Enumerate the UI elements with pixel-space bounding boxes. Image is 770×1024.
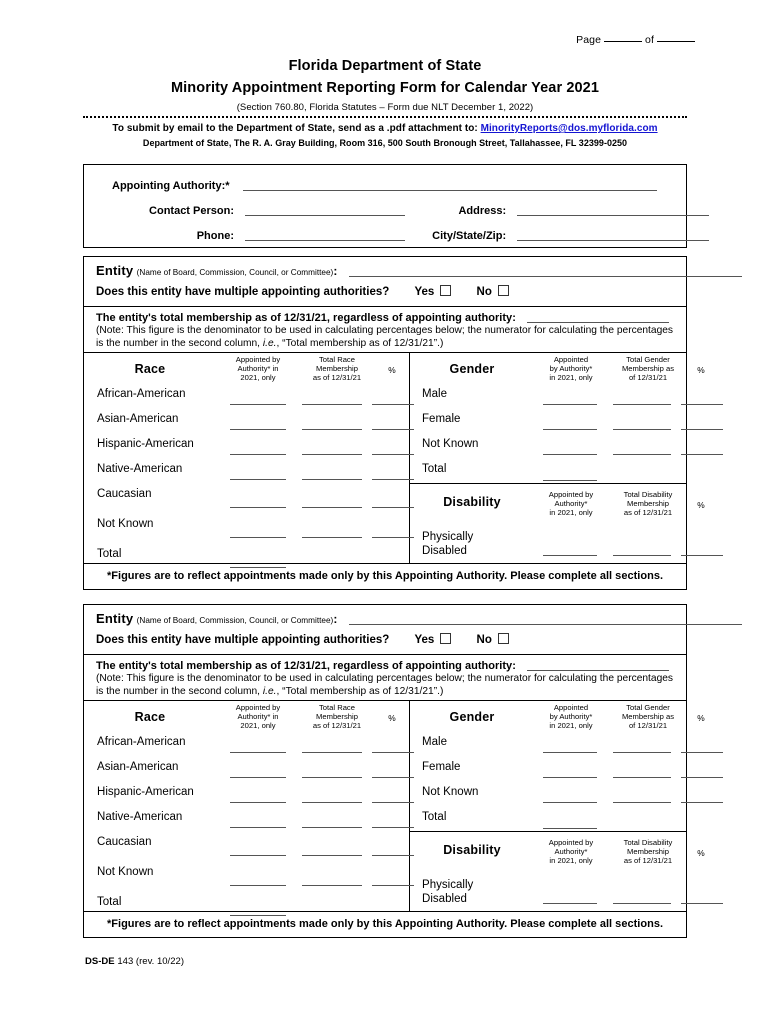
table-row xyxy=(84,487,409,517)
form-id-revision: 143 (rev. 10/22) xyxy=(114,956,185,967)
gender-row-2-col3-input[interactable] xyxy=(681,454,723,455)
gender-row-1-col1-input[interactable] xyxy=(543,429,597,430)
race-row-label: Total xyxy=(97,548,122,560)
race-row-4-col2-input[interactable] xyxy=(302,507,362,508)
appointing-authority-box xyxy=(83,164,687,248)
entity-block-2 xyxy=(83,604,705,938)
total-membership-note-2 xyxy=(84,655,686,701)
table-row xyxy=(84,462,409,487)
gender2-row-1-col1-input[interactable] xyxy=(543,777,597,778)
race-row-4-col3-input[interactable] xyxy=(372,507,414,508)
entity-colon: : xyxy=(333,612,338,626)
race-row-3-col2-input[interactable] xyxy=(302,479,362,480)
total-membership-row-1 xyxy=(96,311,676,324)
race-heading: Race xyxy=(134,362,166,376)
contact-person-input[interactable] xyxy=(245,204,405,216)
gender2-row-1-col3-input[interactable] xyxy=(681,777,723,778)
gender-col1-header xyxy=(533,355,609,383)
table-row xyxy=(84,735,409,760)
gender-total-col1-input[interactable] xyxy=(543,480,597,481)
gender-col2-header xyxy=(607,355,689,383)
disability-row-label-line2: Disabled xyxy=(422,544,467,557)
form-id-prefix: DS-DE xyxy=(85,956,115,967)
race-col3-header: % xyxy=(388,365,396,375)
dotted-divider xyxy=(83,116,687,118)
race2-row-2-col3-input[interactable] xyxy=(372,802,414,803)
race-col1-line3: 2021, only xyxy=(240,721,276,731)
note-text-part1: (Note: This figure is the denominator to be used in calculating percentages below; the numerator for calculating the percentages is the number in the second column, xyxy=(96,325,674,349)
gender-row-label: Female xyxy=(422,413,461,425)
race-row-0-col1-input[interactable] xyxy=(230,404,286,405)
race-col1-line2: Authority* in xyxy=(237,364,279,374)
no-checkbox-2[interactable] xyxy=(498,633,509,644)
entity-description-label: (Name of Board, Commission, Council, or Committee) xyxy=(136,268,334,277)
race-row-label: Native-American xyxy=(97,463,183,475)
note-ie: i.e. xyxy=(262,685,277,697)
no-label: No xyxy=(476,286,492,298)
gender-col1-line1: Appointed xyxy=(553,355,589,364)
note-text-part2: , “Total membership as of 12/31/21”.) xyxy=(276,337,444,349)
gender-col2-line3: of 12/31/21 xyxy=(628,721,668,731)
table-row xyxy=(84,785,409,810)
race2-row-1-col3-input[interactable] xyxy=(372,777,414,778)
race-row-1-col1-input[interactable] xyxy=(230,429,286,430)
table-row xyxy=(409,785,686,810)
entity-word-label: Entity xyxy=(96,263,134,278)
race-row-2-col2-input[interactable] xyxy=(302,454,362,455)
race-col2-line3: as of 12/31/21 xyxy=(312,721,362,731)
disability2-row-col3-input[interactable] xyxy=(681,903,723,904)
table-row xyxy=(409,462,686,483)
race2-row-5-col2-input[interactable] xyxy=(302,885,362,886)
city-state-zip-input[interactable] xyxy=(517,229,709,241)
gender-col1-line2: by Authority* xyxy=(549,712,593,722)
disability-heading: Disability xyxy=(443,495,501,509)
multiple-authorities-row-2 xyxy=(96,633,509,646)
phone-input[interactable] xyxy=(245,229,405,241)
race-row-label: Caucasian xyxy=(97,488,152,500)
race2-row-0-col3-input[interactable] xyxy=(372,752,414,753)
gender-row-label: Male xyxy=(422,736,448,748)
yes-label: Yes xyxy=(414,634,435,646)
race-row-1-col2-input[interactable] xyxy=(302,429,362,430)
disability-row-label-line2: Disabled xyxy=(422,892,467,905)
race-row-5-col2-input[interactable] xyxy=(302,537,362,538)
table-row xyxy=(84,437,409,462)
race-row-label: Caucasian xyxy=(97,836,152,848)
race-row-3-col3-input[interactable] xyxy=(372,479,414,480)
gender-row-1-col2-input[interactable] xyxy=(613,429,671,430)
entity-name-row-2 xyxy=(96,611,676,626)
disability-col2-line2: Membership xyxy=(627,499,669,509)
gender-disability-column-2 xyxy=(409,701,705,911)
denominator-note-1 xyxy=(96,325,676,350)
page-title: Florida Department of State xyxy=(288,58,482,74)
submit-instruction-text: To submit by email to the Department of State, send as a .pdf attachment to: xyxy=(112,123,478,134)
race2-row-3-col2-input[interactable] xyxy=(302,827,362,828)
no-option-1[interactable] xyxy=(477,285,509,298)
entity-word-label: Entity xyxy=(96,611,134,626)
gender-row-2-col1-input[interactable] xyxy=(543,454,597,455)
total-membership-input-2[interactable] xyxy=(527,659,669,671)
disability-col1-header xyxy=(533,838,609,866)
race-row-4-col1-input[interactable] xyxy=(230,507,286,508)
race-col2-line1: Total Race xyxy=(319,703,355,712)
disability-col3-header: % xyxy=(697,848,705,858)
page-number-blank[interactable] xyxy=(604,41,642,42)
disability-col2-line1: Total Disability xyxy=(623,490,673,499)
email-link[interactable]: MinorityReports@dos.myflorida.com xyxy=(480,123,658,134)
race-heading: Race xyxy=(134,710,166,724)
gender2-row-0-col1-input[interactable] xyxy=(543,752,597,753)
table-row xyxy=(409,760,686,785)
entity-colon: : xyxy=(333,264,338,278)
total-membership-row-2 xyxy=(96,659,676,672)
total-membership-label: The entity's total membership as of 12/31/21, regardless of appointing authority: xyxy=(96,312,516,324)
yes-checkbox-1[interactable] xyxy=(440,285,451,296)
total-membership-input-1[interactable] xyxy=(527,311,669,323)
submit-instructions xyxy=(83,123,687,134)
disability-col1-line3: in 2021, only xyxy=(549,508,593,518)
appointing-authority-row xyxy=(112,179,657,192)
race2-row-4-col3-input[interactable] xyxy=(372,855,414,856)
yes-checkbox-2[interactable] xyxy=(440,633,451,644)
race-col2-line1: Total Race xyxy=(319,355,355,364)
table-row xyxy=(84,760,409,785)
race2-row-5-col1-input[interactable] xyxy=(230,885,286,886)
gender-row-label: Total xyxy=(422,463,447,475)
gender-row-label: Not Known xyxy=(422,786,479,798)
race-row-label: African-American xyxy=(97,736,186,748)
disability-col1-line2: Authority* xyxy=(554,499,588,509)
table-row xyxy=(409,387,686,412)
race2-row-4-col2-input[interactable] xyxy=(302,855,362,856)
disability-row-col2-input[interactable] xyxy=(613,555,671,556)
race-col3-header: % xyxy=(388,713,396,723)
table-row xyxy=(84,810,409,835)
gender-row-0-col3-input[interactable] xyxy=(681,404,723,405)
entity-name-input-1[interactable] xyxy=(349,265,742,277)
race-row-0-col2-input[interactable] xyxy=(302,404,362,405)
address-label: Address: xyxy=(458,205,507,217)
gender2-row-1-col2-input[interactable] xyxy=(613,777,671,778)
appointing-authority-label: Appointing Authority:* xyxy=(112,180,230,192)
gender-heading: Gender xyxy=(449,362,495,376)
form-identifier xyxy=(85,956,184,967)
statute-reference: (Section 760.80, Florida Statutes – Form due NLT December 1, 2022) xyxy=(236,102,534,113)
tables-area-1 xyxy=(84,353,705,563)
denominator-note-2 xyxy=(96,673,676,698)
phone-label: Phone: xyxy=(196,230,234,242)
department-address: Department of State, The R. A. Gray Building, Room 316, 500 South Bronough Street, Tallahassee, FL 32399-0250 xyxy=(142,138,628,148)
race-row-2-col1-input[interactable] xyxy=(230,454,286,455)
race2-row-4-col1-input[interactable] xyxy=(230,855,286,856)
gender2-row-2-col2-input[interactable] xyxy=(613,802,671,803)
gender-col2-line1: Total Gender xyxy=(626,703,670,712)
page-of-label: of xyxy=(645,34,654,46)
gender-col1-line3: in 2021, only xyxy=(549,373,593,383)
entity-name-input-2[interactable] xyxy=(349,613,742,625)
race-table-header-2 xyxy=(84,701,409,735)
disability-row-label xyxy=(422,879,473,906)
gender-col3-header: % xyxy=(697,713,705,723)
gender-col1-line1: Appointed xyxy=(553,703,589,712)
entity-header-2 xyxy=(84,605,686,655)
table-row xyxy=(409,437,686,462)
race-row-3-col1-input[interactable] xyxy=(230,479,286,480)
gender-row-label: Total xyxy=(422,811,447,823)
gender-row-label: Male xyxy=(422,388,448,400)
race-row-label: Not Known xyxy=(97,518,154,530)
gender-disability-column-1 xyxy=(409,353,705,563)
race-row-0-col3-input[interactable] xyxy=(372,404,414,405)
page-subtitle-title: Minority Appointment Reporting Form for Calendar Year 2021 xyxy=(171,80,599,96)
disability-col2-header xyxy=(607,838,689,866)
no-checkbox-1[interactable] xyxy=(498,285,509,296)
gender-heading: Gender xyxy=(449,710,495,724)
gender-col3-header: % xyxy=(697,365,705,375)
title-block xyxy=(83,58,687,113)
contact-person-row xyxy=(112,204,709,217)
page-label: Page xyxy=(576,34,602,46)
race-col2-line2: Membership xyxy=(316,712,358,722)
no-option-2[interactable] xyxy=(477,633,509,646)
race-table-1 xyxy=(84,353,409,563)
multiple-authorities-question: Does this entity have multiple appointing authorities? xyxy=(96,286,390,298)
yes-option-2[interactable] xyxy=(414,633,451,646)
page-total-blank[interactable] xyxy=(657,41,695,42)
disability-heading: Disability xyxy=(443,843,501,857)
race2-row-3-col1-input[interactable] xyxy=(230,827,286,828)
table-row xyxy=(84,865,409,895)
entity-footnote-1: *Figures are to reflect appointments made only by this Appointing Authority. Please complete all sections. xyxy=(84,563,686,589)
disability2-row-col2-input[interactable] xyxy=(613,903,671,904)
disability-row-label xyxy=(422,531,473,558)
entity-name-row-1 xyxy=(96,263,676,278)
table-row xyxy=(409,412,686,437)
race2-row-1-col1-input[interactable] xyxy=(230,777,286,778)
note-ie: i.e. xyxy=(262,337,277,349)
city-state-zip-label: City/State/Zip: xyxy=(432,230,507,242)
gender-row-1-col3-input[interactable] xyxy=(681,429,723,430)
gender2-row-0-col2-input[interactable] xyxy=(613,752,671,753)
disability-col1-line1: Appointed by xyxy=(548,838,594,847)
race-col2-header xyxy=(297,703,377,731)
gender-row-0-col1-input[interactable] xyxy=(543,404,597,405)
gender2-row-2-col1-input[interactable] xyxy=(543,802,597,803)
disability2-row-col1-input[interactable] xyxy=(543,903,597,904)
total-membership-label: The entity's total membership as of 12/31/21, regardless of appointing authority: xyxy=(96,660,516,672)
race-col2-line3: as of 12/31/21 xyxy=(312,373,362,383)
disability-col2-line3: as of 12/31/21 xyxy=(623,508,673,518)
race-col1-line2: Authority* in xyxy=(237,712,279,722)
race-col1-header xyxy=(220,355,296,383)
entity-header-1 xyxy=(84,257,686,307)
table-row xyxy=(409,525,686,559)
disability-row-label-line1: Physically xyxy=(422,879,474,891)
race-row-label: Hispanic-American xyxy=(97,786,194,798)
race-row-label: Native-American xyxy=(97,811,183,823)
multiple-authorities-row-1 xyxy=(96,285,509,298)
race2-row-0-col2-input[interactable] xyxy=(302,752,362,753)
race-col1-header xyxy=(220,703,296,731)
race-row-label: Hispanic-American xyxy=(97,438,194,450)
disability-col2-line1: Total Disability xyxy=(623,838,673,847)
disability-table-header-2 xyxy=(409,831,705,873)
gender-col2-line2: Membership as xyxy=(621,712,675,722)
entity-block-1 xyxy=(83,256,705,590)
race-row-label: Asian-American xyxy=(97,413,179,425)
disability-col1-line1: Appointed by xyxy=(548,490,594,499)
race-col1-line1: Appointed by xyxy=(235,703,281,712)
table-row xyxy=(84,517,409,547)
entity-footnote-2: *Figures are to reflect appointments made only by this Appointing Authority. Please complete all sections. xyxy=(84,911,686,937)
gender-col1-line3: in 2021, only xyxy=(549,721,593,731)
race-row-2-col3-input[interactable] xyxy=(372,454,414,455)
gender2-row-2-col3-input[interactable] xyxy=(681,802,723,803)
race-table-header-1 xyxy=(84,353,409,387)
race-row-5-col3-input[interactable] xyxy=(372,537,414,538)
entity-description-label: (Name of Board, Commission, Council, or Committee) xyxy=(136,616,334,625)
disability-col3-header: % xyxy=(697,500,705,510)
disability-row-col1-input[interactable] xyxy=(543,555,597,556)
table-row xyxy=(409,873,686,907)
disability-row-label-line1: Physically xyxy=(422,531,474,543)
gender-col2-line2: Membership as xyxy=(621,364,675,374)
gender-table-header-1 xyxy=(409,353,705,387)
table-row xyxy=(84,387,409,412)
race-col2-line2: Membership xyxy=(316,364,358,374)
race2-row-2-col2-input[interactable] xyxy=(302,802,362,803)
race2-row-5-col3-input[interactable] xyxy=(372,885,414,886)
multiple-authorities-question: Does this entity have multiple appointing authorities? xyxy=(96,634,390,646)
race-row-label: Asian-American xyxy=(97,761,179,773)
disability-col2-line3: as of 12/31/21 xyxy=(623,856,673,866)
race2-row-3-col3-input[interactable] xyxy=(372,827,414,828)
note-text-part2: , “Total membership as of 12/31/21”.) xyxy=(276,685,444,697)
appointing-authority-input[interactable] xyxy=(243,179,657,191)
race-row-label: Total xyxy=(97,896,122,908)
race2-row-1-col2-input[interactable] xyxy=(302,777,362,778)
page-number-field xyxy=(576,34,698,46)
race-row-label: Not Known xyxy=(97,866,154,878)
race2-row-0-col1-input[interactable] xyxy=(230,752,286,753)
race-row-5-col1-input[interactable] xyxy=(230,537,286,538)
table-row xyxy=(409,735,686,760)
race-col2-header xyxy=(297,355,377,383)
gender-row-2-col2-input[interactable] xyxy=(613,454,671,455)
gender-col2-line3: of 12/31/21 xyxy=(628,373,668,383)
table-row xyxy=(84,412,409,437)
note-text-part1: (Note: This figure is the denominator to be used in calculating percentages below; the numerator for calculating the percentages is the number in the second column, xyxy=(96,673,674,697)
disability-col1-line3: in 2021, only xyxy=(549,856,593,866)
gender-col1-line2: by Authority* xyxy=(549,364,593,374)
gender2-total-col1-input[interactable] xyxy=(543,828,597,829)
gender-row-label: Female xyxy=(422,761,461,773)
race-col1-line3: 2021, only xyxy=(240,373,276,383)
gender-col2-header xyxy=(607,703,689,731)
disability-row-col3-input[interactable] xyxy=(681,555,723,556)
race-row-1-col3-input[interactable] xyxy=(372,429,414,430)
gender-table-header-2 xyxy=(409,701,705,735)
disability-table-header-1 xyxy=(409,483,705,525)
disability-col1-header xyxy=(533,490,609,518)
disability-col2-line2: Membership xyxy=(627,847,669,857)
race-row-label: African-American xyxy=(97,388,186,400)
contact-person-label: Contact Person: xyxy=(149,205,234,217)
gender-col1-header xyxy=(533,703,609,731)
no-label: No xyxy=(476,634,492,646)
disability-col1-line2: Authority* xyxy=(554,847,588,857)
race-col1-line1: Appointed by xyxy=(235,355,281,364)
table-row xyxy=(84,835,409,865)
table-row xyxy=(409,810,686,831)
tables-area-2 xyxy=(84,701,705,911)
gender-row-0-col2-input[interactable] xyxy=(613,404,671,405)
phone-row xyxy=(112,229,709,242)
race2-row-2-col1-input[interactable] xyxy=(230,802,286,803)
yes-label: Yes xyxy=(414,286,435,298)
gender-row-label: Not Known xyxy=(422,438,479,450)
total-membership-note-1 xyxy=(84,307,686,353)
gender-col2-line1: Total Gender xyxy=(626,355,670,364)
yes-option-1[interactable] xyxy=(414,285,451,298)
address-input[interactable] xyxy=(517,204,709,216)
disability-col2-header xyxy=(607,490,689,518)
gender2-row-0-col3-input[interactable] xyxy=(681,752,723,753)
race-table-2 xyxy=(84,701,409,911)
